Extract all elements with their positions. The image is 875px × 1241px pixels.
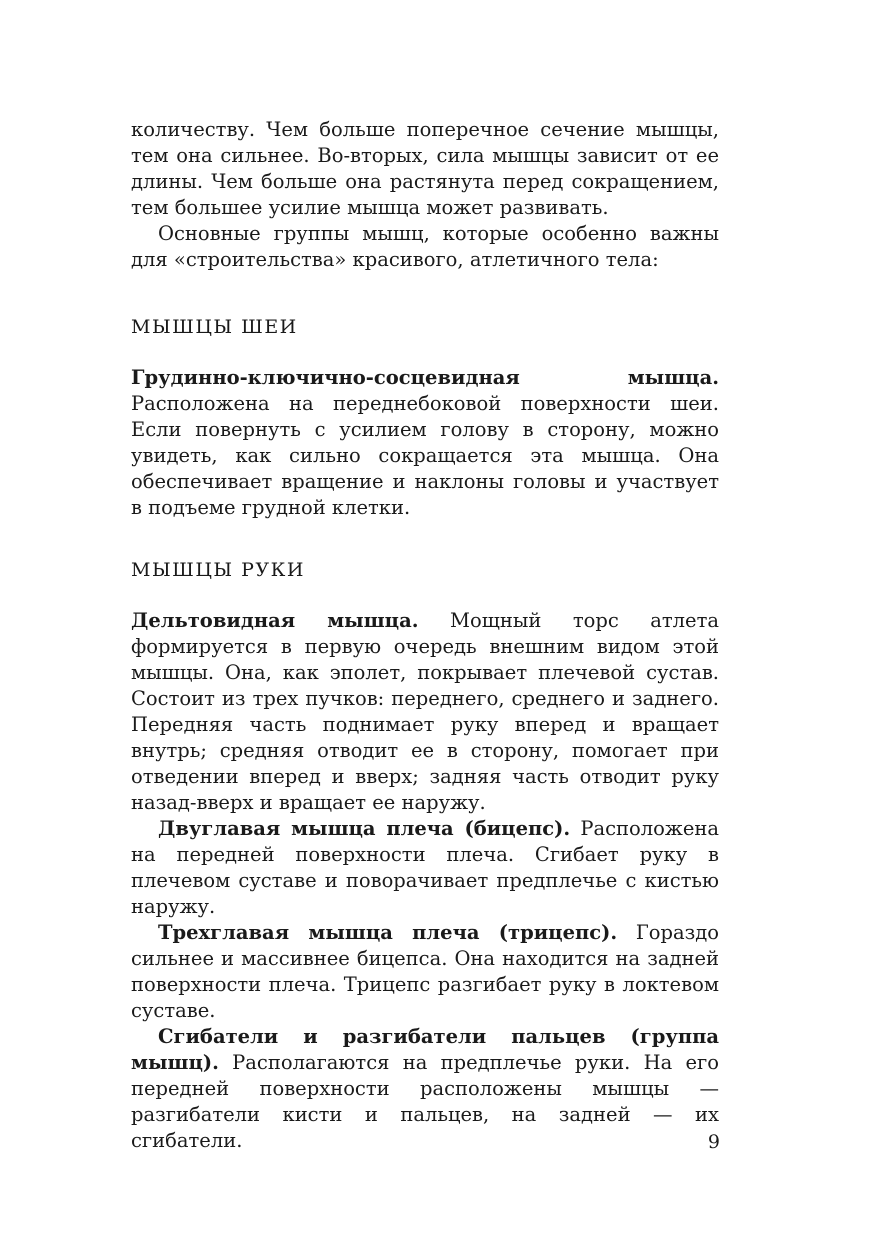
page-number: 9 bbox=[707, 1131, 720, 1153]
muscle-entry bbox=[131, 608, 719, 816]
muscle-term: Трехглавая мышца плеча (трицепс). bbox=[158, 921, 618, 944]
muscle-term: Дельтовидная мышца. bbox=[131, 609, 419, 632]
muscle-description: Располагаются на предплечье руки. На его передней поверхности расположены мышцы — разгибатели кисти и пальцев, на задней — их сгибатели. bbox=[131, 1051, 719, 1152]
muscle-entry bbox=[131, 365, 719, 521]
section-heading-neck: МЫШЦЫ ШЕИ bbox=[131, 316, 298, 338]
muscle-description: Расположена на переднебоковой поверхности шеи. Если повернуть с усилием голову в сторону, можно увидеть, как сильно сокращается эта мышца. Она обеспечивает вращение и наклоны головы и участвует в подъеме грудной клетки. bbox=[131, 392, 719, 519]
muscle-term: Двуглавая мышца плеча (бицепс). bbox=[158, 817, 571, 840]
intro-paragraph: количеству. Чем больше поперечное сечение мышцы, тем она сильнее. Во-вторых, сила мышцы зависит от ее длины. Чем больше она растянута перед сокращением, тем большее усилие мышца может развивать. bbox=[131, 118, 719, 219]
muscle-entry bbox=[131, 1024, 719, 1154]
intro-paragraph: Основные группы мышц, которые особенно важны для «строительства» красивого, атлетичного тела: bbox=[131, 222, 719, 271]
muscle-term: Грудинно-ключично-сосцевидная мышца. bbox=[131, 366, 719, 389]
muscle-entry bbox=[131, 920, 719, 1024]
muscle-description: Расположена на передней поверхности плеча. Сгибает руку в плечевом суставе и поворачивает предплечье с кистью наружу. bbox=[131, 817, 719, 918]
section-heading-arm: МЫШЦЫ РУКИ bbox=[131, 559, 305, 581]
muscle-term: Сгибатели и разгибатели пальцев (группа мышц). bbox=[131, 1025, 719, 1074]
muscle-entry bbox=[131, 816, 719, 920]
page-body bbox=[131, 117, 719, 1154]
muscle-description: Гораздо сильнее и массивнее бицепса. Она находится на задней поверхности плеча. Трицепс разгибает руку в локтевом суставе. bbox=[131, 921, 720, 1022]
muscle-description: Мощный торс атлета формируется в первую очередь внешним видом этой мышцы. Она, как эполет, покрывает плечевой сустав. Состоит из трех пучков: переднего, среднего и заднего. Передняя часть поднимает руку вперед и вращает внутрь; средняя отводит ее в сторону, помогает при отведении вперед и вверх; задняя часть отводит руку назад-вверх и вращает ее наружу. bbox=[131, 609, 719, 814]
